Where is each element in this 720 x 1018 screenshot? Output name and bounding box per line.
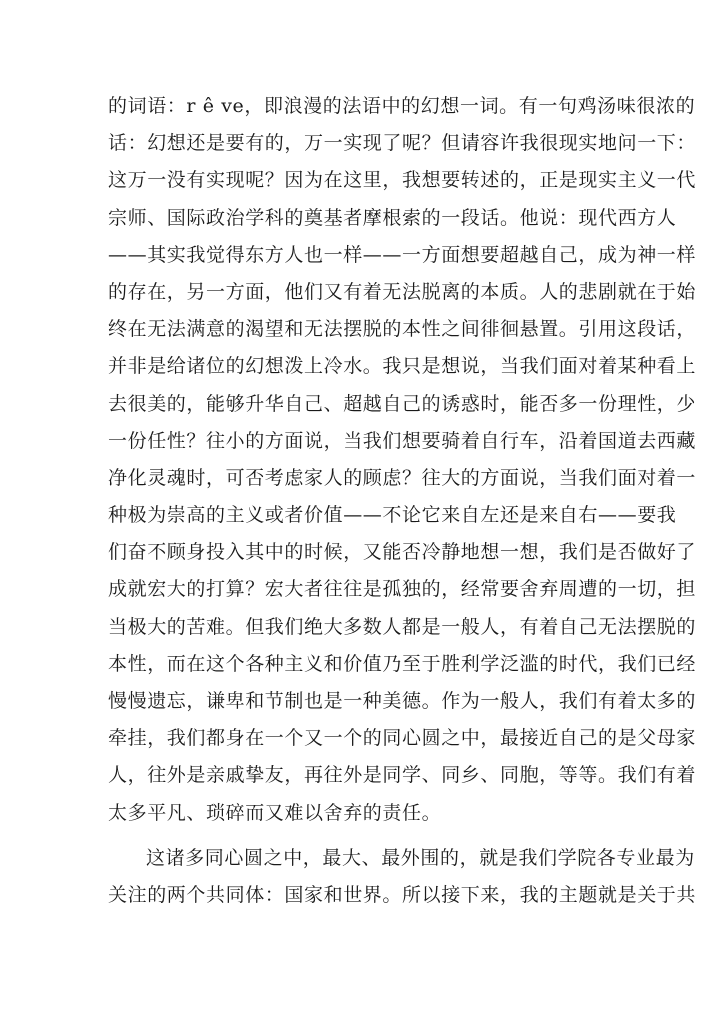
document-body	[108, 88, 697, 914]
text-line: 去很美的，能够升华自己、超越自己的诱惑时，能否多一份理性，少	[108, 392, 697, 415]
text-line: 宗师、国际政治学科的奠基者摩根索的一段话。他说：现代西方人	[108, 206, 677, 229]
text-line: 这万一没有实现呢？因为在这里，我想要转述的，正是现实主义一代	[108, 169, 697, 192]
text-line: 一份任性？往小的方面说，当我们想要骑着自行车，沿着国道去西藏	[108, 429, 697, 452]
text-line: 慢慢遗忘，谦卑和节制也是一种美德。作为一般人，我们有着太多的	[108, 690, 697, 712]
text-line: 们奋不顾身投入其中的时候，又能否冷静地想一想，我们是否做好了	[108, 541, 697, 564]
text-line: 关注的两个共同体：国家和世界。所以接下来，我的主题就是关于共	[108, 883, 697, 906]
text-line: 人，往外是亲戚挚友，再往外是同学、同乡、同胞，等等。我们有着	[108, 764, 697, 787]
text-line: 这诸多同心圆之中，最大、最外围的，就是我们学院各专业最为	[146, 846, 695, 869]
text-line: 终在无法满意的渴望和无法摆脱的本性之间徘徊悬置。引用这段话，	[108, 318, 697, 341]
text-line: 并非是给诸位的幻想泼上冷水。我只是想说，当我们面对着某种看上	[108, 355, 697, 378]
paragraph-1	[108, 88, 697, 832]
text-line: 本性，而在这个各种主义和价值乃至于胜利学泛滥的时代，我们已经	[108, 652, 697, 675]
text-line: 种极为崇高的主义或者价值——不论它来自左还是来自右——要我	[108, 504, 677, 527]
text-line: 牵挂，我们都身在一个又一个的同心圆之中，最接近自己的是父母家	[108, 727, 697, 750]
paragraph-2	[108, 840, 697, 914]
text-line: 的存在，另一方面，他们又有着无法脱离的本质。人的悲剧就在于始	[108, 280, 697, 303]
text-line: 的词语：r ê ve，即浪漫的法语中的幻想一词。有一句鸡汤味很浓的	[108, 95, 696, 117]
text-line: 净化灵魂时，可否考虑家人的顾虑？往大的方面说，当我们面对着一	[108, 466, 697, 489]
text-line: 成就宏大的打算？宏大者往往是孤独的，经常要舍弃周遭的一切，担	[108, 578, 697, 601]
text-line: 太多平凡、琐碎而又难以舍弃的责任。	[108, 801, 442, 824]
paragraph-gap	[108, 832, 614, 840]
text-line: ——其实我觉得东方人也一样——一方面想要超越自己，成为神一样	[108, 243, 697, 266]
text-line: 当极大的苦难。但我们绝大多数人都是一般人，有着自己无法摆脱的	[108, 615, 697, 638]
text-line: 话：幻想还是要有的，万一实现了呢？但请容许我很现实地问一下：	[108, 132, 697, 155]
